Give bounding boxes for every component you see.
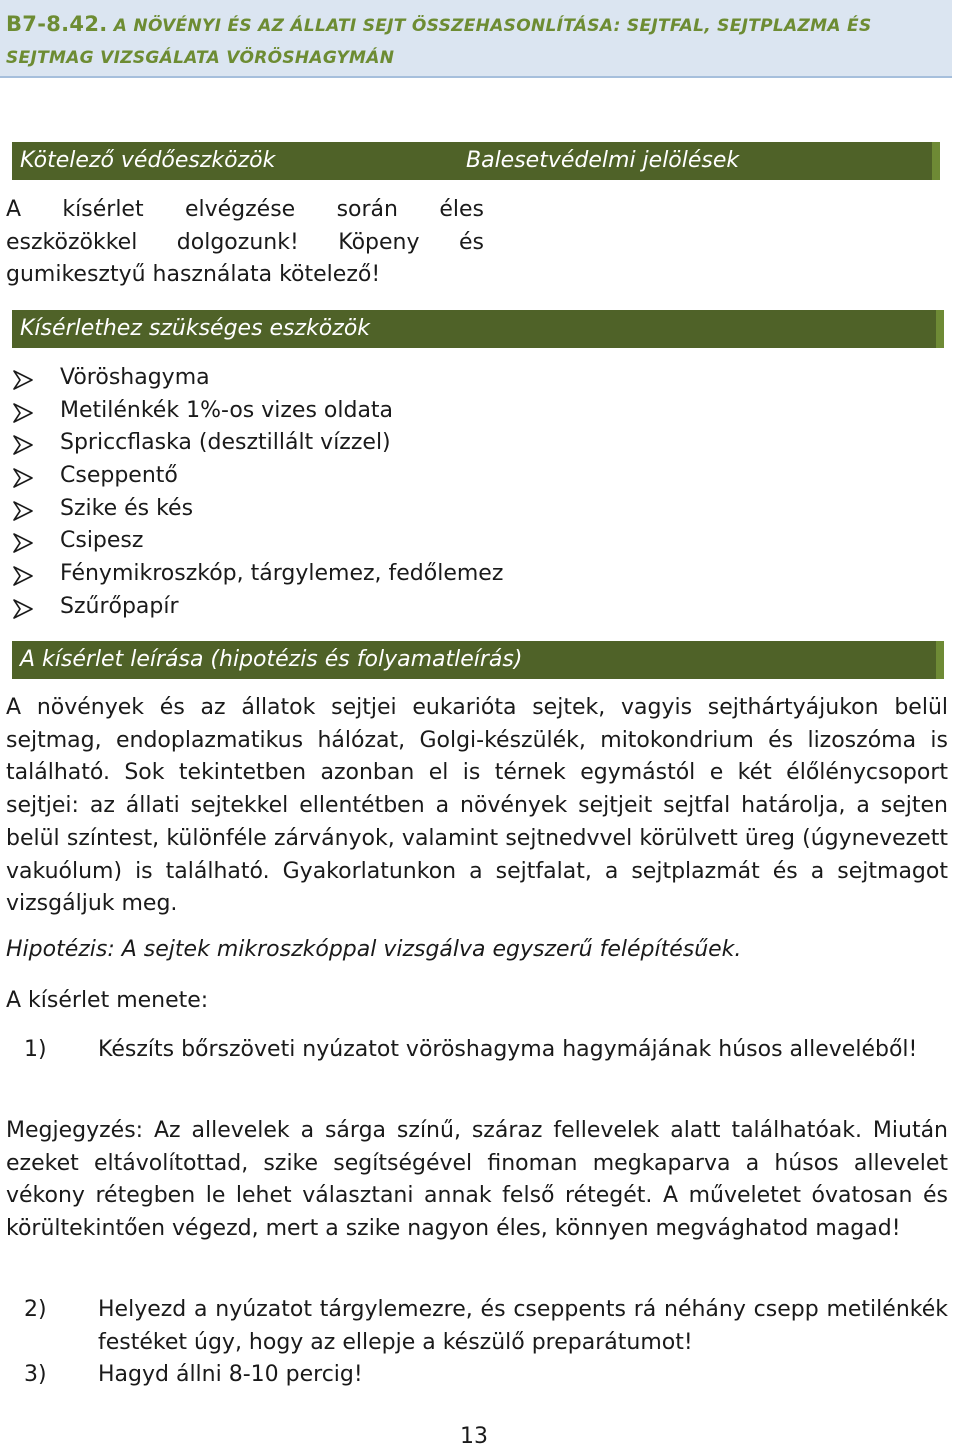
safety-line: eszközökkel dolgozunk! Köpeny és: [6, 229, 484, 255]
safety-line: A kísérlet elvégzése során éles: [6, 197, 484, 222]
procedure-step: [24, 1034, 948, 1100]
page-number: 13: [460, 1424, 488, 1449]
equipment-section-bar: [12, 310, 944, 348]
procedure-step: [24, 1359, 948, 1392]
arrow-bullet-icon: [12, 531, 34, 564]
safety-markings-heading: Balesetvédelmi jelölések: [466, 148, 740, 173]
equipment-item-label: Szűrőpapír: [60, 593, 179, 619]
step-number: 2): [24, 1297, 47, 1322]
step-text: Helyezd a nyúzatot tárgylemezre, és cseppents rá néhány csepp metilénkék festéket úgy, hogy az ellepje a készülő preparátumot!: [98, 1297, 948, 1355]
arrow-bullet-icon: [12, 564, 34, 597]
arrow-bullet-icon: [12, 499, 34, 532]
arrow-bullet-icon: [12, 368, 34, 401]
procedure-step: [24, 1294, 948, 1360]
equipment-item-label: Spriccflaska (desztillált vízzel): [60, 430, 391, 456]
description-paragraph: A növények és az állatok sejtjei eukarióta sejtek, vagyis sejthártyájukon belül sejtmag, endoplazmatikus hálózat, Golgi-készülék, mitokondrium és lizoszóma is található. Sok tekintetben azonban el is térnek egymástól e két élőlénycsoport sejtjei: az állati sejtekkel ellentétben a növények sejtjeit sejtfal határolja, a sejten belül színtest, különféle zárványok, valamint sejtnedvvel körülvett üreg (úgynevezett vakuólum) is található. Gyakorlatunkon a sejtfalat, a sejtplazmát és a sejtmagot vizsgáljuk meg.: [6, 695, 948, 917]
arrow-bullet-icon: [12, 401, 34, 434]
experiment-code: B7-8.42.: [6, 12, 108, 36]
step-number: 3): [24, 1362, 47, 1387]
header-title-line-2: SEJTMAG VIZSGÁLATA VÖRÖSHAGYMÁN: [6, 48, 395, 68]
arrow-bullet-icon: [12, 466, 34, 499]
equipment-item-label: Fénymikroszkóp, tárgylemez, fedőlemez: [60, 561, 504, 587]
step-text: Készíts bőrszöveti nyúzatot vöröshagyma hagymájának húsos alleveléből!: [98, 1037, 918, 1062]
equipment-item-label: Csipesz: [60, 528, 144, 554]
safety-section-bar: [12, 142, 940, 180]
step-text: Hagyd állni 8-10 percig!: [98, 1362, 363, 1387]
header-title-text: A NÖVÉNYI ÉS AZ ÁLLATI SEJT ÖSSZEHASONLÍTÁSA: SEJTFAL, SEJTPLAZMA ÉS: [113, 16, 872, 36]
description-section-bar: [12, 641, 944, 679]
hypothesis-text: Hipotézis: A sejtek mikroszkóppal vizsgálva egyszerű felépítésűek.: [6, 937, 742, 962]
arrow-bullet-icon: [12, 597, 34, 630]
protective-equipment-heading: Kötelező védőeszközök: [20, 148, 276, 173]
page-header: [0, 0, 952, 78]
equipment-heading: Kísérlethez szükséges eszközök: [20, 316, 371, 341]
header-title-line-1: [6, 12, 871, 36]
safety-line: gumikesztyű használata kötelező!: [6, 262, 381, 288]
equipment-item-label: Vöröshagyma: [60, 365, 210, 390]
equipment-item-label: Cseppentő: [60, 463, 178, 489]
description-heading: A kísérlet leírása (hipotézis és folyamatleírás): [20, 647, 523, 672]
safety-text: [6, 194, 484, 292]
arrow-bullet-icon: [12, 433, 34, 466]
equipment-item-label: Szike és kés: [60, 495, 194, 521]
procedure-label: A kísérlet menete:: [6, 988, 209, 1013]
equipment-item-label: Metilénkék 1%-os vizes oldata: [60, 397, 394, 423]
procedure-note: Megjegyzés: Az allevelek a sárga színű, száraz fellevelek alatt találhatóak. Miután ezeket eltávolítottad, szike segítségével finoman megkaparva a húsos allevelet vékony rétegben le lehet választani annak felső rétegét. A műveletet óvatosan és körültekintően végezd, mert a szike nagyon éles, könnyen megvághatod magad!: [6, 1118, 948, 1242]
step-number: 1): [24, 1037, 47, 1062]
